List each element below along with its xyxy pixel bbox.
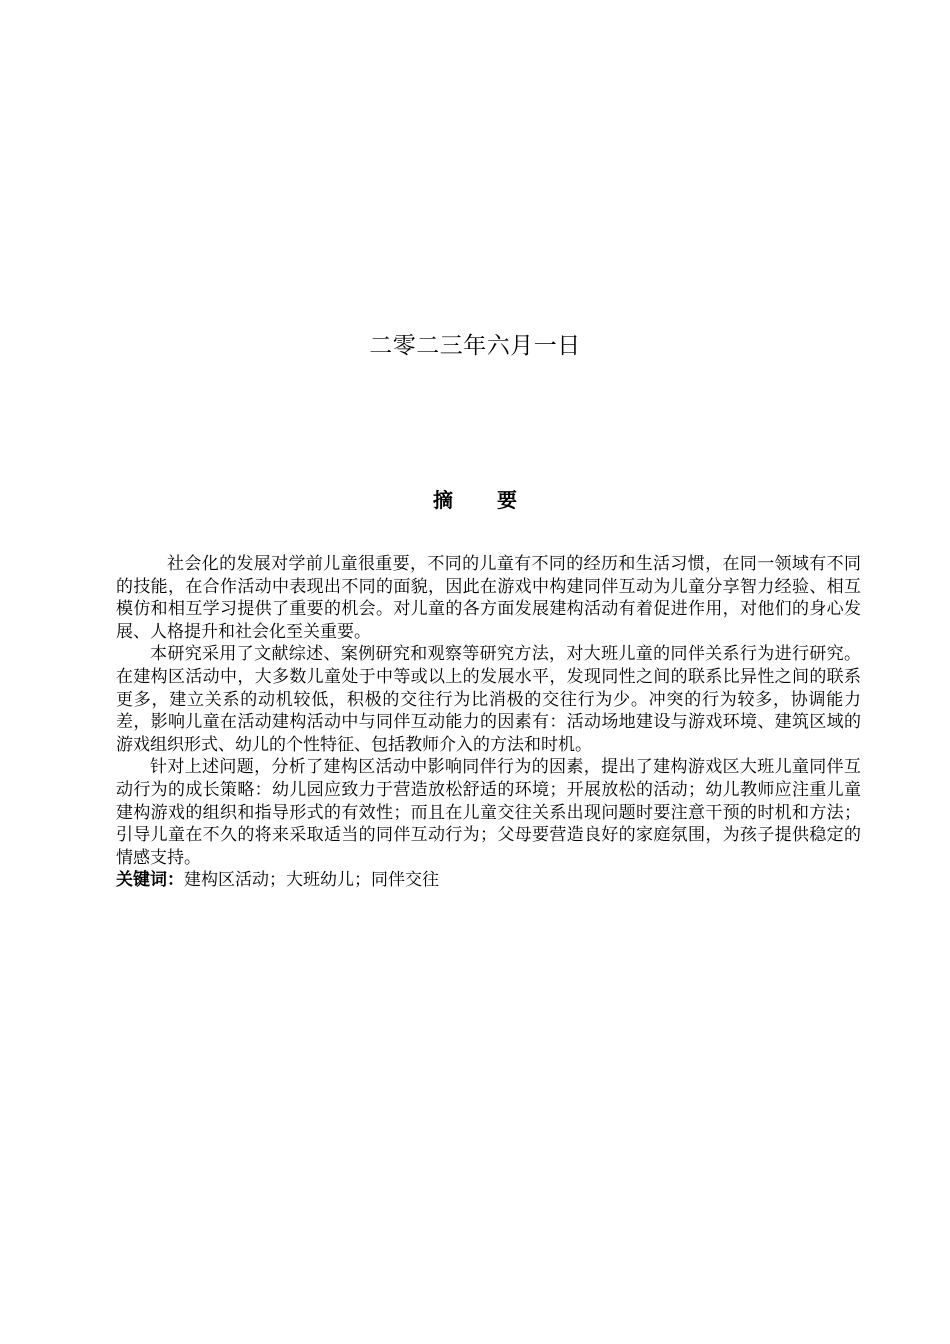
abstract-heading-char-1: 摘 (433, 488, 453, 512)
abstract-heading-char-2: 要 (497, 488, 517, 512)
abstract-paragraph-3: 针对上述问题，分析了建构区活动中影响同伴行为的因素，提出了建构游戏区大班儿童同伴互动行为的成长策略：幼儿园应致力于营造放松舒适的环境；开展放松的活动；幼儿教师应注重儿童建构游戏的组织和指导形式的有效性；而且在儿童交往关系出现问题时要注意干预的时机和方法；引导儿童在不久的将来采取适当的同伴互动行为；父母要营造良好的家庭氛围，为孩子提供稳定的情感支持。 (116, 757, 861, 868)
keywords-label: 关键词： (116, 870, 184, 891)
keywords-line (116, 869, 861, 892)
abstract-paragraph-2: 本研究采用了文献综述、案例研究和观察等研究方法，对大班儿童的同伴关系行为进行研究。在建构区活动中，大多数儿童处于中等或以上的发展水平，发现同性之间的联系比异性之间的联系更多，建立关系的动机较低，积极的交往行为比消极的交往行为少。冲突的行为较多，协调能力差，影响儿童在活动建构活动中与同伴互动能力的因素有：活动场地建设与游戏环境、建筑区域的游戏组织形式、幼儿的个性特征、包括教师介入的方法和时机。 (116, 644, 861, 755)
keywords-value: 建构区活动；大班幼儿；同伴交往 (184, 870, 439, 891)
abstract-heading (0, 485, 950, 515)
date-line: 二零二三年六月一日 (369, 333, 581, 359)
abstract-body (116, 553, 861, 892)
abstract-paragraph-1: 社会化的发展对学前儿童很重要，不同的儿童有不同的经历和生活习惯，在同一领域有不同的技能，在合作活动中表现出不同的面貌，因此在游戏中构建同伴互动为儿童分享智力经验、相互模仿和相互学习提供了重要的机会。对儿童的各方面发展建构活动有着促进作用，对他们的身心发展、人格提升和社会化至关重要。 (116, 554, 861, 642)
